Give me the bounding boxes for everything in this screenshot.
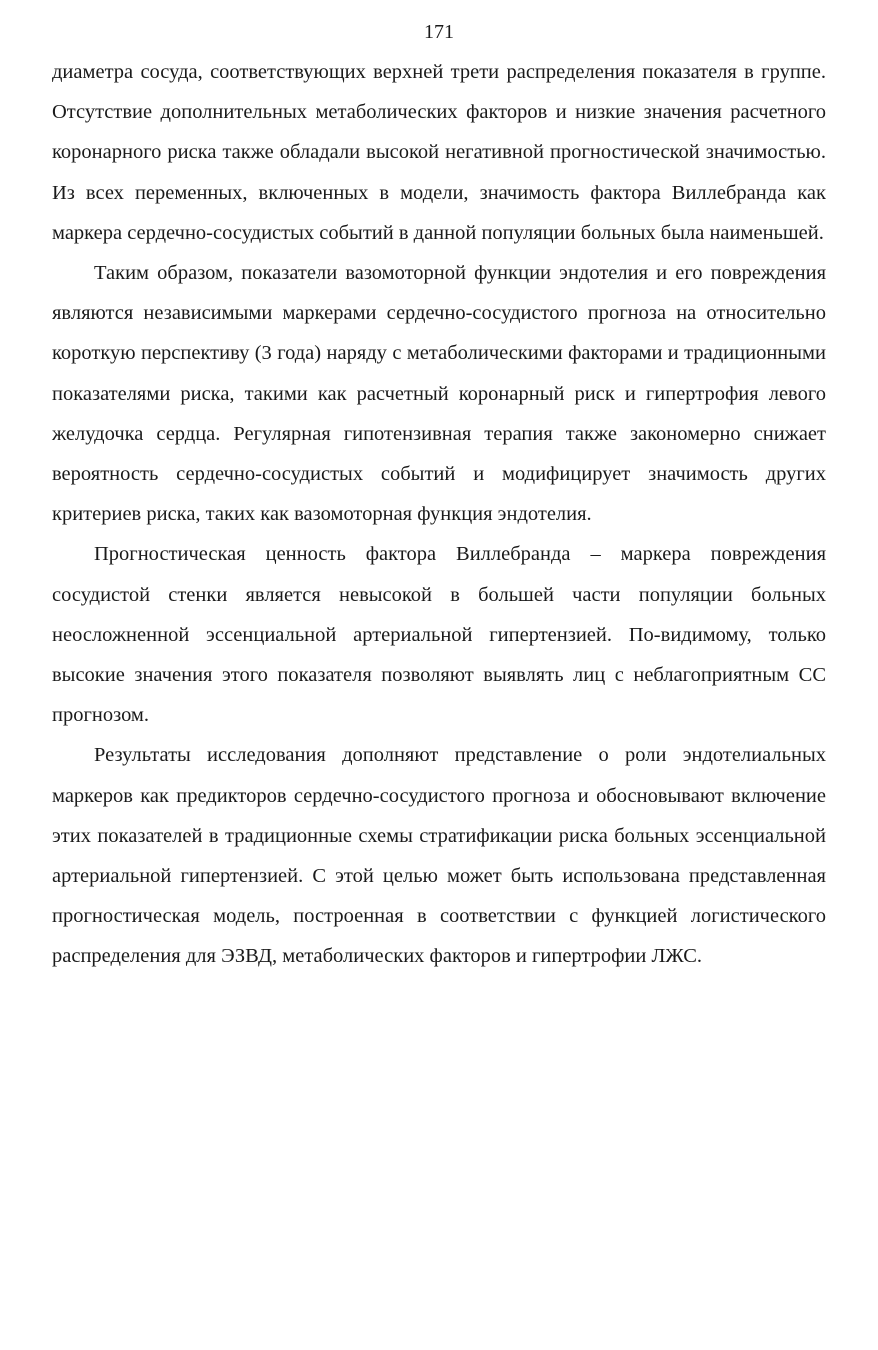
body-text [52, 52, 826, 977]
paragraph-continuation: диаметра сосуда, соответствующих верхней трети распределения показателя в группе. Отсутствие дополнительных метаболических факторов и низкие значения расчетного коронарного риска также обладали высокой негативной прогностической значимостью. Из всех переменных, включенных в модели, значимость фактора Виллебранда как маркера сердечно-сосудистых событий в данной популяции больных была наименьшей. [52, 61, 826, 244]
page-number: 171 [424, 21, 454, 43]
paragraph-conclusion-markers: Таким образом, показатели вазомоторной функции эндотелия и его повреждения являются независимыми маркерами сердечно-сосудистого прогноза на относительно короткую перспективу (3 года) наряду с метаболическими факторами и традиционными показателями риска, такими как расчетный коронарный риск и гипертрофия левого желудочка сердца. Регулярная гипотензивная терапия также закономерно снижает вероятность сердечно-сосудистых событий и модифицирует значимость других критериев риска, таких как вазомоторная функция эндотелия. [52, 262, 826, 526]
paragraph-willebrand-value: Прогностическая ценность фактора Виллебранда – маркера повреждения сосудистой стенки является невысокой в большей части популяции больных неосложненной эссенциальной артериальной гипертензией. По-видимому, только высокие значения этого показателя позволяют выявлять лиц с неблагоприятным СС прогнозом. [52, 543, 826, 727]
paragraph-results-summary: Результаты исследования дополняют представление о роли эндотелиальных маркеров как предикторов сердечно-сосудистого прогноза и обосновывают включение этих показателей в традиционные схемы стратификации риска больных эссенциальной артериальной гипертензией. С этой целью может быть использована представленная прогностическая модель, построенная в соответствии с функцией логистического распределения для ЭЗВД, метаболических факторов и гипертрофии ЛЖС. [52, 744, 826, 968]
